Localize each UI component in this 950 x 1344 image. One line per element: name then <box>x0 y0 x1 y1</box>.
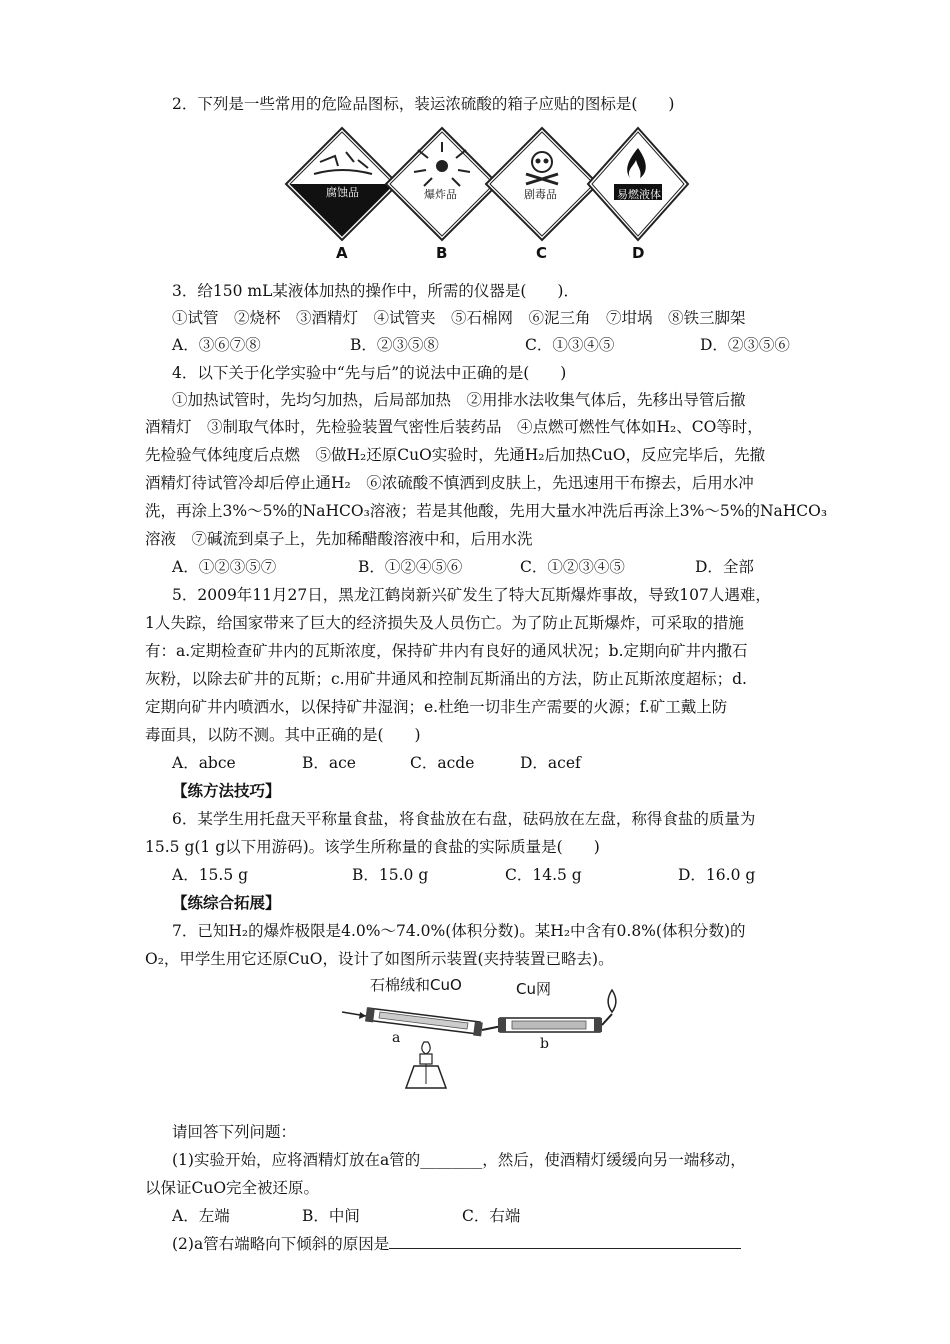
explosive-sign <box>386 128 498 240</box>
q6-option-b: B．15.0 g <box>352 866 429 884</box>
q3-items: ①试管 ②烧杯 ③酒精灯 ④试管夹 ⑤石棉网 ⑥泥三角 ⑦坩埚 ⑧铁三脚架 <box>172 309 746 327</box>
toxic-sign <box>486 128 598 240</box>
q5-line-3: 有：a.定期检查矿井内的瓦斯浓度，保持矿井内有良好的通风状况；b.定期向矿井内撒石 <box>145 642 748 660</box>
figure-label-right: Cu网 <box>516 980 551 998</box>
q5-option-b: B．ace <box>302 754 356 772</box>
q4-option-d: D．全部 <box>695 558 754 576</box>
q5-option-c: C．acde <box>410 754 475 772</box>
q7-prompt: 请回答下列问题： <box>172 1123 297 1141</box>
q4-text: 4．以下关于化学实验中“先与后”的说法中正确的是( ) <box>172 364 567 382</box>
q5-line-6: 毒面具，以防不测。其中正确的是( ) <box>145 726 421 744</box>
q7-line-1: 7．已知H₂的爆炸极限是4.0%～74.0%(体积分数)。某H₂中含有0.8%(体积分数)的 <box>172 922 746 940</box>
alcohol-lamp <box>406 1042 446 1088</box>
sign-b-letter: B <box>436 244 448 262</box>
q4-option-a: A．①②③⑤⑦ <box>172 558 277 576</box>
q3-text: 3．给150 mL某液体加热的操作中，所需的仪器是( )． <box>172 282 579 300</box>
q4-line-4: 酒精灯待试管冷却后停止通H₂ ⑥浓硫酸不慎洒到皮肤上，先迅速用干布擦去，后用水冲 <box>145 474 754 492</box>
q7-sub1-line-1: (1)实验开始，应将酒精灯放在a管的________，然后，使酒精灯缓缓向另一端移动， <box>172 1151 746 1169</box>
q4-line-6: 溶液 ⑦碱流到桌子上，先加稀醋酸溶液中和，后用水洗 <box>145 530 533 548</box>
q7-sub2 <box>172 1232 741 1254</box>
flammable-sign <box>588 128 688 240</box>
apparatus-figure <box>340 978 630 1102</box>
sign-b-label: 爆炸品 <box>424 188 457 201</box>
q3-option-a: A．③⑥⑦⑧ <box>172 336 261 354</box>
q4-line-2: 酒精灯 ③制取气体时，先检验装置气密性后装药品 ④点燃可燃性气体如H₂、CO等时， <box>145 418 763 436</box>
sign-a-label: 腐蚀品 <box>326 186 359 199</box>
q7-sub1-option-c: C．右端 <box>462 1207 521 1225</box>
q7-sub1-line-2: 以保证CuO完全被还原。 <box>145 1179 320 1197</box>
q7-sub1-option-a: A．左端 <box>172 1207 230 1225</box>
q5-option-d: D．acef <box>520 754 581 772</box>
hazard-signs-figure <box>280 122 690 270</box>
q7-line-2: O₂，甲学生用它还原CuO，设计了如图所示装置(夹持装置已略去)。 <box>145 950 614 968</box>
q6-line-1: 6．某学生用托盘天平称量食盐，将食盐放在右盘，砝码放在左盘，称得食盐的质量为 <box>172 810 756 828</box>
sign-d-label: 易燃液体 <box>617 188 661 201</box>
q6-option-a: A．15.5 g <box>172 866 249 884</box>
section-method-skills: 【练方法技巧】 <box>172 781 281 800</box>
apparatus-svg <box>340 978 630 1102</box>
sign-a-letter: A <box>336 244 348 262</box>
q4-line-3: 先检验气体纯度后点燃 ⑤做H₂还原CuO实验时，先通H₂后加热CuO，反应完毕后，先撤 <box>145 446 766 464</box>
figure-tube-b-label: b <box>540 1036 549 1052</box>
q5-line-4: 灰粉，以除去矿井的瓦斯；c.用矿井通风和控制瓦斯涌出的方法，防止瓦斯浓度超标；d. <box>145 670 747 688</box>
tube-a <box>365 1008 483 1037</box>
sign-d-letter: D <box>632 244 645 262</box>
q3-option-d: D．②③⑤⑥ <box>700 336 790 354</box>
figure-label-left: 石棉绒和CuO <box>370 976 462 994</box>
q7-sub2-text: (2)a管右端略向下倾斜的原因是 <box>172 1235 390 1253</box>
q5-line-1: 5．2009年11月27日，黑龙江鹤岗新兴矿发生了特大瓦斯爆炸事故，导致107人遇难， <box>172 586 771 604</box>
q7-sub1-option-b: B．中间 <box>302 1207 360 1225</box>
q4-line-5: 洗，再涂上3%～5%的NaHCO₃溶液；若是其他酸，先用大量水冲洗后再涂上3%～5%的NaHCO₃ <box>145 502 828 520</box>
answer-blank[interactable] <box>389 1234 741 1249</box>
q4-option-c: C．①②③④⑤ <box>520 558 625 576</box>
sign-c-label: 剧毒品 <box>524 188 557 201</box>
section-comprehensive: 【练综合拓展】 <box>172 893 281 912</box>
q5-line-2: 1人失踪，给国家带来了巨大的经济损失及人员伤亡。为了防止瓦斯爆炸，可采取的措施 <box>145 614 744 632</box>
q6-option-d: D．16.0 g <box>678 866 756 884</box>
q4-option-b: B．①②④⑤⑥ <box>358 558 463 576</box>
q5-option-a: A．abce <box>172 754 236 772</box>
q5-line-5: 定期向矿井内喷洒水，以保持矿井湿润；e.杜绝一切非生产需要的火源；f.矿工戴上防 <box>145 698 728 716</box>
tube-b <box>498 1018 602 1032</box>
q4-line-1: ①加热试管时，先均匀加热，后局部加热 ②用排水法收集气体后，先移出导管后撤 <box>172 391 746 409</box>
q6-line-2: 15.5 g(1 g以下用游码)。该学生所称量的食盐的实际质量是( ) <box>145 838 600 856</box>
q3-option-c: C．①③④⑤ <box>525 336 615 354</box>
sign-c-letter: C <box>536 244 548 262</box>
q6-option-c: C．14.5 g <box>505 866 582 884</box>
q2-text: 2．下列是一些常用的危险品图标，装运浓硫酸的箱子应贴的图标是( ) <box>172 95 675 113</box>
figure-tube-a-label: a <box>392 1030 401 1046</box>
q3-option-b: B．②③⑤⑧ <box>350 336 439 354</box>
